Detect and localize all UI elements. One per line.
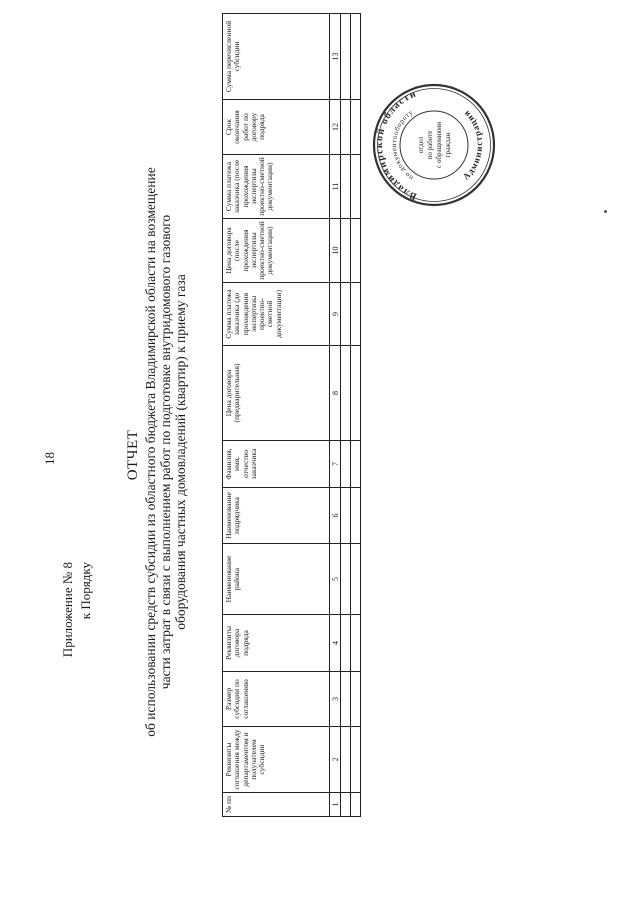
page-number: 18 (42, 452, 57, 465)
column-number-row (330, 14, 341, 817)
header-cell: Реквизиты договора подряда (223, 615, 330, 672)
stamp-center-line: с обращениями (435, 122, 443, 168)
stamp-outer-text: Владимирской области (373, 88, 419, 202)
header-cell: Фамилия, имя, отчество заказчика (223, 441, 330, 488)
report-subtitle-line-3: оборудования частных домовладений (квартир) к приему газа (173, 274, 188, 630)
column-number: 10 (330, 219, 341, 283)
report-table (222, 13, 361, 817)
header-cell: Наименование подрядчика (223, 488, 330, 544)
header-cell: Сумма перечисленной субсидии (223, 14, 330, 100)
header-cell: Сумма платежа заказчика (до прохождения экспертизы проектно-сметной документации) (223, 283, 330, 346)
official-stamp (372, 83, 496, 207)
table-header-row (223, 14, 330, 817)
header-cell: Цена договора (после прохождения экспертизы проектно-сметной документации) (223, 219, 330, 283)
column-number: 7 (330, 441, 341, 488)
header-cell: Сумма платежа заказчика (после прохождения экспертизы проектно-сметной документации) (223, 155, 330, 219)
scan-speck (604, 210, 607, 213)
header-cell: Реквизиты соглашения между департаментом и получателем субсидии (223, 727, 330, 793)
appendix-reference: к Порядку (78, 562, 93, 620)
table-row (341, 14, 351, 817)
column-number: 8 (330, 346, 341, 441)
header-cell: Цена договора (предварительная) (223, 346, 330, 441)
header-cell: Размер субсидии по соглашению (223, 672, 330, 727)
column-number: 6 (330, 488, 341, 544)
table-row (351, 14, 361, 817)
column-number: 11 (330, 155, 341, 219)
stamp-center-line: отдел (417, 136, 425, 154)
column-number: 3 (330, 672, 341, 727)
header-cell: Наименование района (223, 544, 330, 615)
column-number: 9 (330, 283, 341, 346)
report-subtitle-line-2: части затрат в связи с выполнением работ по подготовке внутридомового газового (158, 214, 173, 690)
appendix-number: Приложение № 8 (60, 562, 75, 658)
report-title: ОТЧЕТ (125, 429, 141, 481)
stamp-center-line: граждан (444, 132, 452, 158)
column-number: 4 (330, 615, 341, 672)
header-cell: № пп (223, 793, 330, 817)
column-number: 5 (330, 544, 341, 615)
report-subtitle (143, 107, 188, 797)
stamp-inner-ring (400, 111, 468, 179)
header-cell: Срок окончания работ по договору подряда (223, 100, 330, 155)
stamp-center-line: по работе (426, 130, 434, 160)
column-number: 12 (330, 100, 341, 155)
column-number: 13 (330, 14, 341, 100)
stamp-outer-text-bottom: Администрация (460, 108, 485, 182)
column-number: 2 (330, 727, 341, 793)
stamp-inner-text: по документообороту (389, 108, 415, 182)
column-number: 1 (330, 793, 341, 817)
report-subtitle-line-1: об использовании средств субсидии из областного бюджета Владимирской области на возмещение (143, 167, 158, 737)
